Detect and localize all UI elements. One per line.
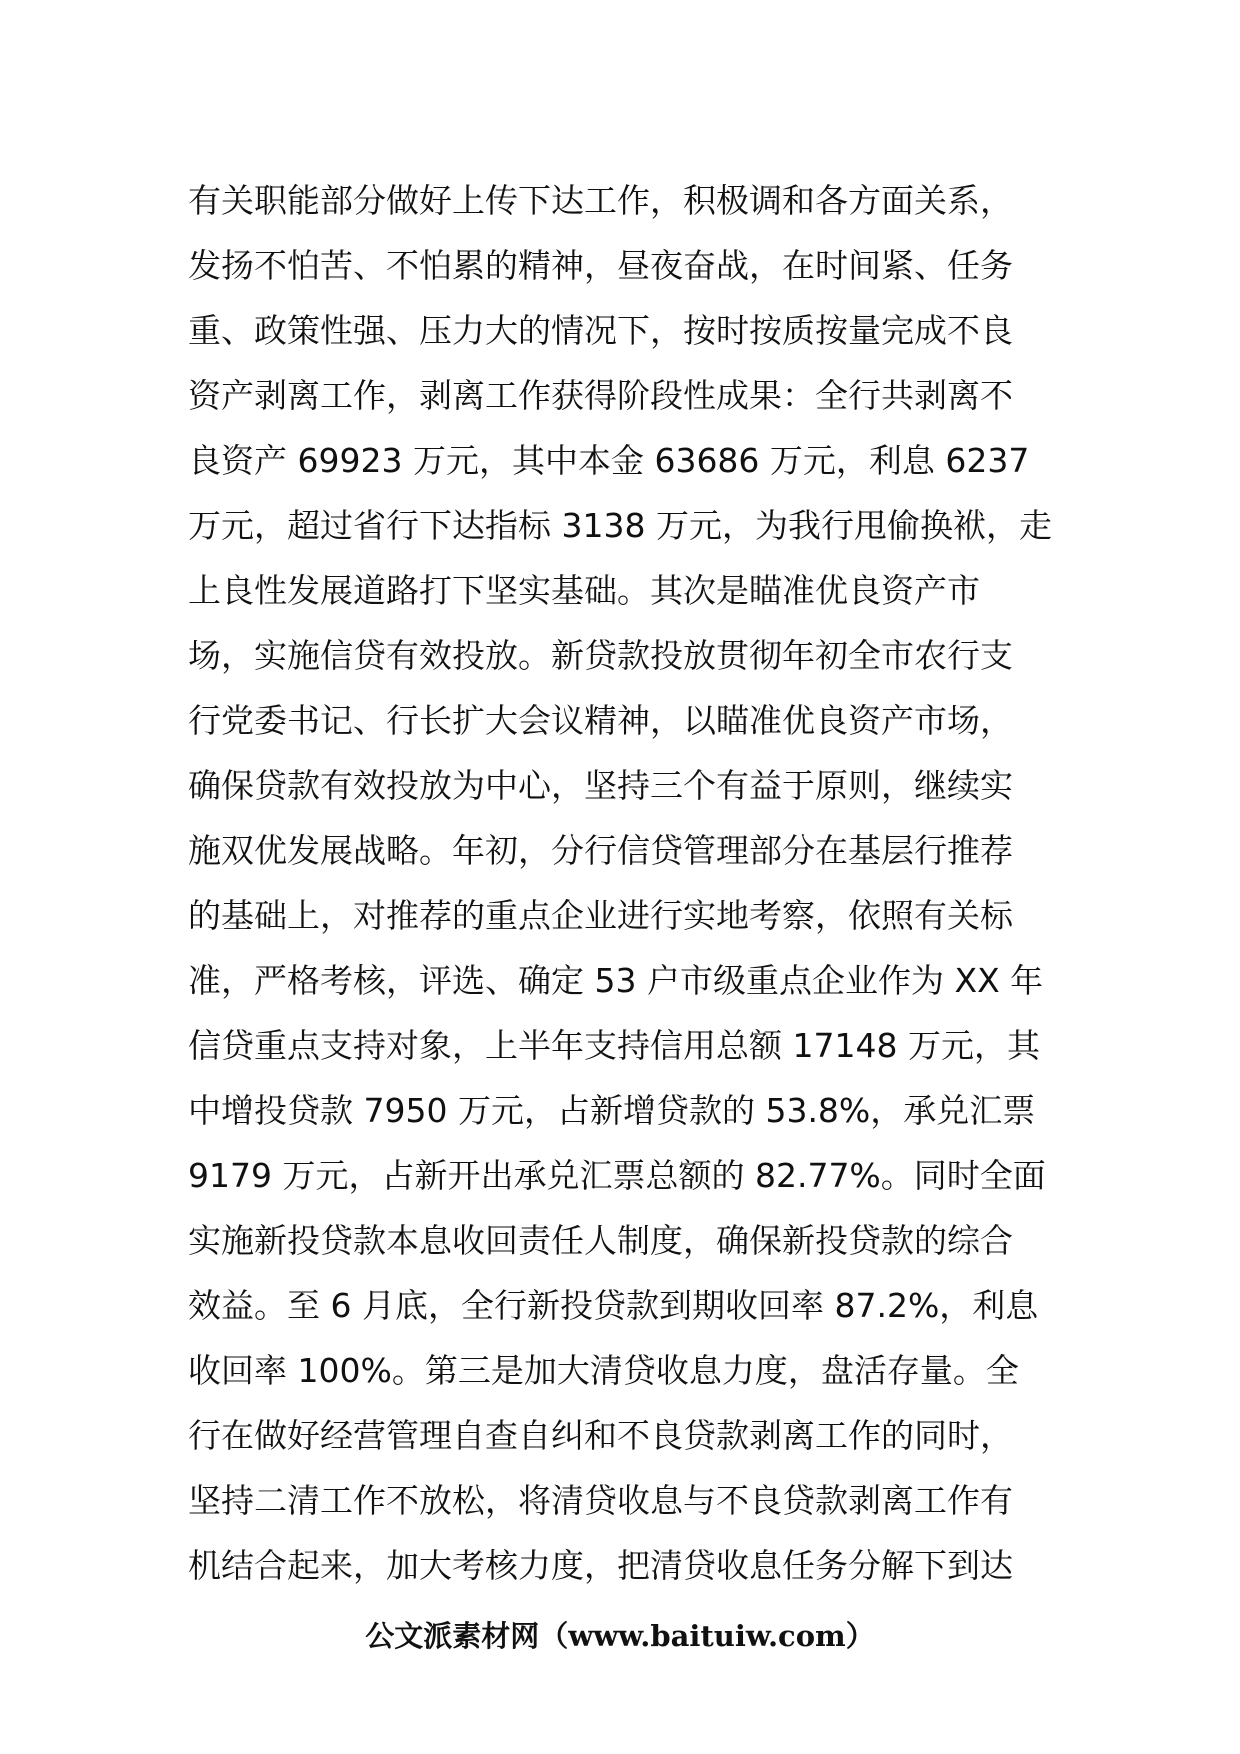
text-line: 场，实施信贷有效投放。新贷款投放贯彻年初全市农行支 <box>188 636 1013 675</box>
text-line: 施双优发展战略。年初，分行信贷管理部分在基层行推荐 <box>188 831 1013 870</box>
text-line: 9179 万元，占新开出承兑汇票总额的 82.77%。同时全面 <box>188 1156 1046 1195</box>
text-line: 重、政策性强、压力大的情况下，按时按质按量完成不良 <box>188 311 1013 350</box>
text-line: 有关职能部分做好上传下达工作，积极调和各方面关系， <box>188 181 1013 220</box>
text-line: 收回率 100%。第三是加大清贷收息力度，盘活存量。全 <box>188 1351 1019 1390</box>
text-line: 万元，超过省行下达指标 3138 万元，为我行甩偷换袱，走 <box>188 506 1052 545</box>
text-line: 行在做好经营管理自查自纠和不良贷款剥离工作的同时， <box>188 1416 1013 1455</box>
text-line: 准，严格考核，评选、确定 53 户市级重点企业作为 XX 年 <box>188 961 1044 1000</box>
text-line: 发扬不怕苦、不怕累的精神，昼夜奋战，在时间紧、任务 <box>188 246 1013 285</box>
text-line: 良资产 69923 万元，其中本金 63686 万元，利息 6237 <box>188 441 1030 480</box>
text-line: 坚持二清工作不放松，将清贷收息与不良贷款剥离工作有 <box>188 1481 1013 1520</box>
body-text <box>188 168 1068 1598</box>
text-line: 信贷重点支持对象，上半年支持信用总额 17148 万元，其 <box>188 1026 1040 1065</box>
text-line: 机结合起来，加大考核力度，把清贷收息任务分解下到达 <box>188 1546 1013 1585</box>
text-line: 行党委书记、行长扩大会议精神，以瞄准优良资产市场， <box>188 701 1013 740</box>
text-line: 中增投贷款 7950 万元，占新增贷款的 53.8%，承兑汇票 <box>188 1091 1036 1130</box>
text-line: 实施新投贷款本息收回责任人制度，确保新投贷款的综合 <box>188 1221 1013 1260</box>
text-line: 效益。至 6 月底，全行新投贷款到期收回率 87.2%，利息 <box>188 1286 1039 1325</box>
footer-source: 公文派素材网（www.baituiw.com） <box>365 1619 875 1653</box>
text-line: 确保贷款有效投放为中心，坚持三个有益于原则，继续实 <box>188 766 1013 805</box>
text-line: 资产剥离工作，剥离工作获得阶段性成果：全行共剥离不 <box>188 376 1013 415</box>
text-line: 的基础上，对推荐的重点企业进行实地考察，依照有关标 <box>188 896 1013 935</box>
text-line: 上良性发展道路打下坚实基础。其次是瞄准优良资产市 <box>188 571 980 610</box>
